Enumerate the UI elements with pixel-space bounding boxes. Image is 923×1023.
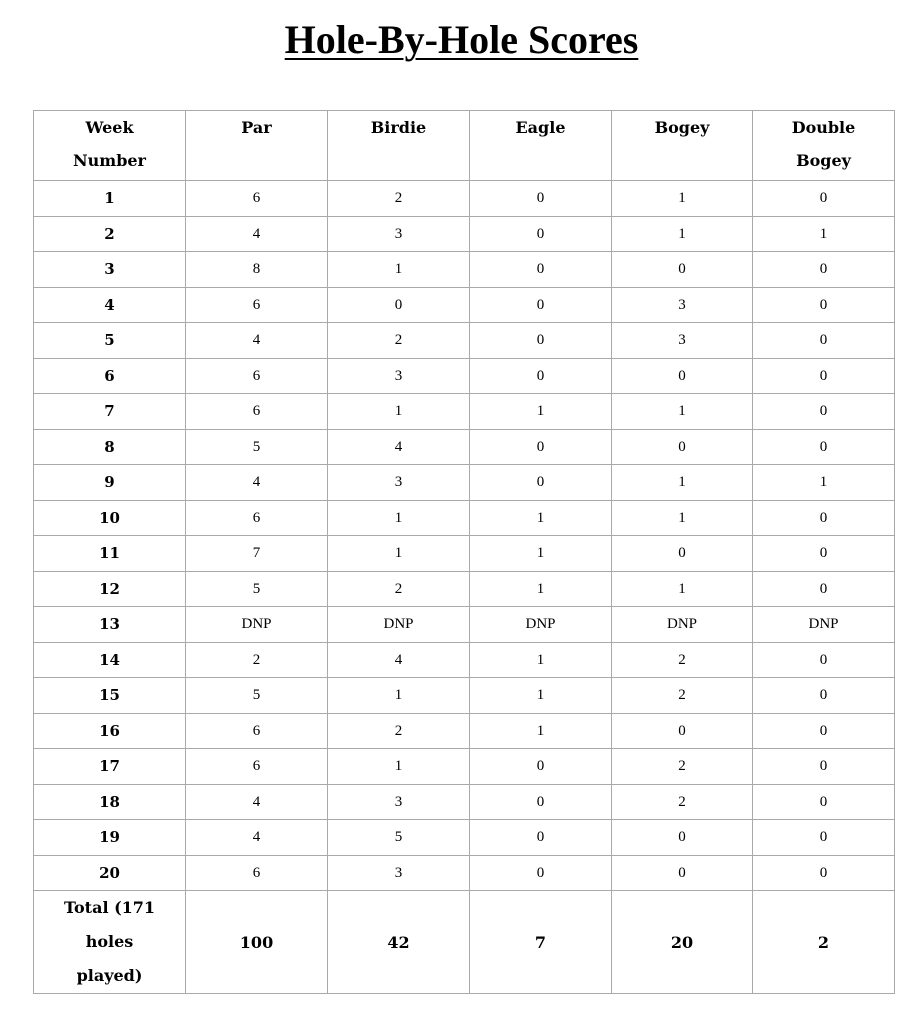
birdie-cell: 3	[328, 855, 470, 891]
par-cell: 5	[186, 429, 328, 465]
bogey-cell: 1	[612, 465, 753, 501]
birdie-cell: 4	[328, 429, 470, 465]
birdie-cell: 2	[328, 181, 470, 217]
par-cell: DNP	[186, 607, 328, 643]
double-bogey-cell: 0	[753, 500, 895, 536]
table-row	[34, 784, 895, 820]
header-row	[34, 111, 895, 181]
double-bogey-cell: 0	[753, 642, 895, 678]
total-double-bogey: 2	[753, 891, 895, 994]
par-cell: 4	[186, 216, 328, 252]
bogey-cell: 0	[612, 536, 753, 572]
header-double-bogey-line2: Bogey	[796, 151, 851, 170]
bogey-cell: 2	[612, 642, 753, 678]
double-bogey-cell: 0	[753, 536, 895, 572]
par-cell: 4	[186, 820, 328, 856]
week-number-cell: 17	[34, 749, 186, 785]
header-week-line1: Week	[85, 118, 134, 137]
week-number-cell: 12	[34, 571, 186, 607]
double-bogey-cell: 0	[753, 394, 895, 430]
par-cell: 6	[186, 749, 328, 785]
bogey-cell: 1	[612, 394, 753, 430]
bogey-cell: 0	[612, 358, 753, 394]
double-bogey-cell: 1	[753, 465, 895, 501]
double-bogey-cell: DNP	[753, 607, 895, 643]
birdie-cell: 2	[328, 571, 470, 607]
table-row	[34, 323, 895, 359]
table-row	[34, 571, 895, 607]
week-number-cell: 1	[34, 181, 186, 217]
eagle-cell: 0	[470, 820, 612, 856]
total-bogey: 20	[612, 891, 753, 994]
par-cell: 8	[186, 252, 328, 288]
table-row	[34, 252, 895, 288]
eagle-cell: 0	[470, 252, 612, 288]
total-label-line3: played)	[76, 966, 143, 985]
double-bogey-cell: 0	[753, 749, 895, 785]
week-number-cell: 6	[34, 358, 186, 394]
bogey-cell: 0	[612, 429, 753, 465]
week-number-cell: 3	[34, 252, 186, 288]
birdie-cell: 1	[328, 536, 470, 572]
header-eagle	[470, 111, 612, 181]
header-eagle-label: Eagle	[515, 118, 566, 137]
header-par	[186, 111, 328, 181]
table-row	[34, 713, 895, 749]
week-number-cell: 10	[34, 500, 186, 536]
table-row	[34, 287, 895, 323]
eagle-cell: 1	[470, 394, 612, 430]
birdie-cell: 0	[328, 287, 470, 323]
par-cell: 7	[186, 536, 328, 572]
week-number-cell: 9	[34, 465, 186, 501]
bogey-cell: 2	[612, 749, 753, 785]
header-double-bogey	[753, 111, 895, 181]
week-number-cell: 8	[34, 429, 186, 465]
birdie-cell: 4	[328, 642, 470, 678]
bogey-cell: DNP	[612, 607, 753, 643]
par-cell: 6	[186, 181, 328, 217]
eagle-cell: 1	[470, 678, 612, 714]
table-row	[34, 500, 895, 536]
birdie-cell: 1	[328, 678, 470, 714]
header-bogey-label: Bogey	[654, 118, 710, 137]
week-number-cell: 18	[34, 784, 186, 820]
table-row	[34, 536, 895, 572]
eagle-cell: 0	[470, 429, 612, 465]
bogey-cell: 0	[612, 820, 753, 856]
header-week-number	[34, 111, 186, 181]
eagle-cell: 0	[470, 749, 612, 785]
total-label-line2: holes	[85, 932, 134, 951]
week-number-cell: 14	[34, 642, 186, 678]
double-bogey-cell: 0	[753, 855, 895, 891]
week-number-cell: 16	[34, 713, 186, 749]
double-bogey-cell: 0	[753, 287, 895, 323]
table-row	[34, 216, 895, 252]
total-label	[34, 891, 186, 994]
bogey-cell: 3	[612, 287, 753, 323]
table-body	[34, 181, 895, 891]
table-row	[34, 820, 895, 856]
par-cell: 2	[186, 642, 328, 678]
header-double-bogey-line1: Double	[791, 118, 856, 137]
birdie-cell: 1	[328, 252, 470, 288]
bogey-cell: 2	[612, 784, 753, 820]
birdie-cell: 3	[328, 216, 470, 252]
bogey-cell: 0	[612, 252, 753, 288]
double-bogey-cell: 0	[753, 678, 895, 714]
header-week-line2: Number	[73, 151, 146, 170]
header-birdie	[328, 111, 470, 181]
par-cell: 6	[186, 500, 328, 536]
double-bogey-cell: 0	[753, 713, 895, 749]
table-row	[34, 642, 895, 678]
eagle-cell: 0	[470, 465, 612, 501]
total-label-line1: Total (171	[63, 898, 156, 917]
eagle-cell: 0	[470, 358, 612, 394]
par-cell: 6	[186, 713, 328, 749]
birdie-cell: 1	[328, 749, 470, 785]
eagle-cell: 1	[470, 642, 612, 678]
double-bogey-cell: 0	[753, 358, 895, 394]
total-row	[34, 891, 895, 994]
table-row	[34, 678, 895, 714]
bogey-cell: 3	[612, 323, 753, 359]
bogey-cell: 1	[612, 571, 753, 607]
week-number-cell: 19	[34, 820, 186, 856]
birdie-cell: DNP	[328, 607, 470, 643]
birdie-cell: 2	[328, 323, 470, 359]
week-number-cell: 4	[34, 287, 186, 323]
table-row	[34, 394, 895, 430]
eagle-cell: 0	[470, 323, 612, 359]
birdie-cell: 2	[328, 713, 470, 749]
bogey-cell: 1	[612, 216, 753, 252]
double-bogey-cell: 0	[753, 429, 895, 465]
eagle-cell: 1	[470, 536, 612, 572]
table-row	[34, 429, 895, 465]
bogey-cell: 1	[612, 500, 753, 536]
eagle-cell: 0	[470, 287, 612, 323]
week-number-cell: 20	[34, 855, 186, 891]
eagle-cell: 1	[470, 571, 612, 607]
birdie-cell: 1	[328, 500, 470, 536]
par-cell: 6	[186, 855, 328, 891]
bogey-cell: 1	[612, 181, 753, 217]
table-row	[34, 465, 895, 501]
week-number-cell: 5	[34, 323, 186, 359]
par-cell: 6	[186, 394, 328, 430]
header-bogey	[612, 111, 753, 181]
eagle-cell: 0	[470, 855, 612, 891]
table-row	[34, 607, 895, 643]
par-cell: 6	[186, 287, 328, 323]
table-row	[34, 749, 895, 785]
week-number-cell: 7	[34, 394, 186, 430]
table-row	[34, 358, 895, 394]
eagle-cell: 1	[470, 713, 612, 749]
double-bogey-cell: 0	[753, 323, 895, 359]
header-par-label: Par	[241, 118, 272, 137]
double-bogey-cell: 0	[753, 252, 895, 288]
total-birdie: 42	[328, 891, 470, 994]
week-number-cell: 2	[34, 216, 186, 252]
par-cell: 6	[186, 358, 328, 394]
page-title: Hole-By-Hole Scores	[284, 17, 639, 62]
eagle-cell: 0	[470, 181, 612, 217]
total-eagle: 7	[470, 891, 612, 994]
bogey-cell: 0	[612, 855, 753, 891]
week-number-cell: 15	[34, 678, 186, 714]
scores-table	[33, 110, 895, 994]
bogey-cell: 2	[612, 678, 753, 714]
birdie-cell: 3	[328, 465, 470, 501]
eagle-cell: 0	[470, 784, 612, 820]
par-cell: 5	[186, 571, 328, 607]
total-par: 100	[186, 891, 328, 994]
bogey-cell: 0	[612, 713, 753, 749]
table-row	[34, 855, 895, 891]
double-bogey-cell: 0	[753, 181, 895, 217]
birdie-cell: 1	[328, 394, 470, 430]
par-cell: 4	[186, 784, 328, 820]
week-number-cell: 11	[34, 536, 186, 572]
eagle-cell: 0	[470, 216, 612, 252]
birdie-cell: 5	[328, 820, 470, 856]
double-bogey-cell: 0	[753, 571, 895, 607]
birdie-cell: 3	[328, 784, 470, 820]
table-row	[34, 181, 895, 217]
week-number-cell: 13	[34, 607, 186, 643]
double-bogey-cell: 0	[753, 820, 895, 856]
eagle-cell: 1	[470, 500, 612, 536]
eagle-cell: DNP	[470, 607, 612, 643]
double-bogey-cell: 1	[753, 216, 895, 252]
birdie-cell: 3	[328, 358, 470, 394]
par-cell: 5	[186, 678, 328, 714]
par-cell: 4	[186, 465, 328, 501]
double-bogey-cell: 0	[753, 784, 895, 820]
header-birdie-label: Birdie	[370, 118, 427, 137]
par-cell: 4	[186, 323, 328, 359]
